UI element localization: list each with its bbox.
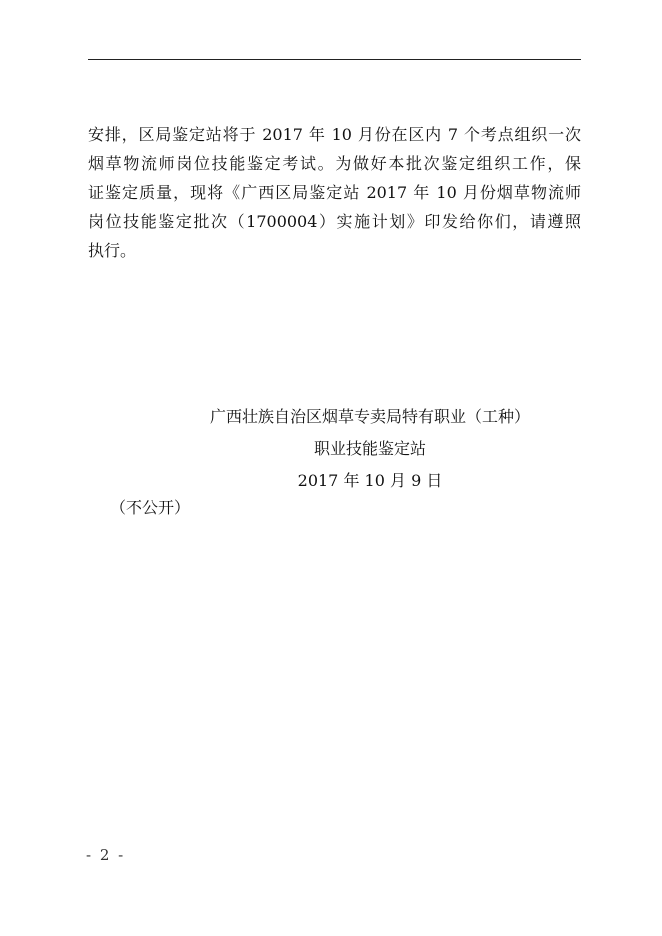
confidentiality-note: （不公开） — [110, 498, 191, 517]
page-number: - 2 - — [86, 846, 126, 864]
issuing-organization: 广西壮族自治区烟草专卖局特有职业（工种） — [209, 407, 530, 426]
body-line: 烟草物流师岗位技能鉴定考试。为做好本批次鉴定组织工作，保 — [88, 154, 581, 173]
issue-date: 2017 年 10 月 9 日 — [297, 471, 443, 490]
header-rule — [88, 59, 581, 60]
body-line: 执行。 — [88, 241, 137, 260]
body-line: 证鉴定质量，现将《广西区局鉴定站 2017 年 10 月份烟草物流师 — [88, 183, 581, 202]
body-line: 岗位技能鉴定批次（1700004）实施计划》印发给你们，请遵照 — [88, 212, 581, 231]
signature-block — [150, 401, 590, 497]
body-paragraph — [88, 120, 581, 265]
issuing-organization-suffix: 职业技能鉴定站 — [313, 439, 426, 458]
body-line: 安排，区局鉴定站将于 2017 年 10 月份在区内 7 个考点组织一次 — [88, 125, 581, 144]
